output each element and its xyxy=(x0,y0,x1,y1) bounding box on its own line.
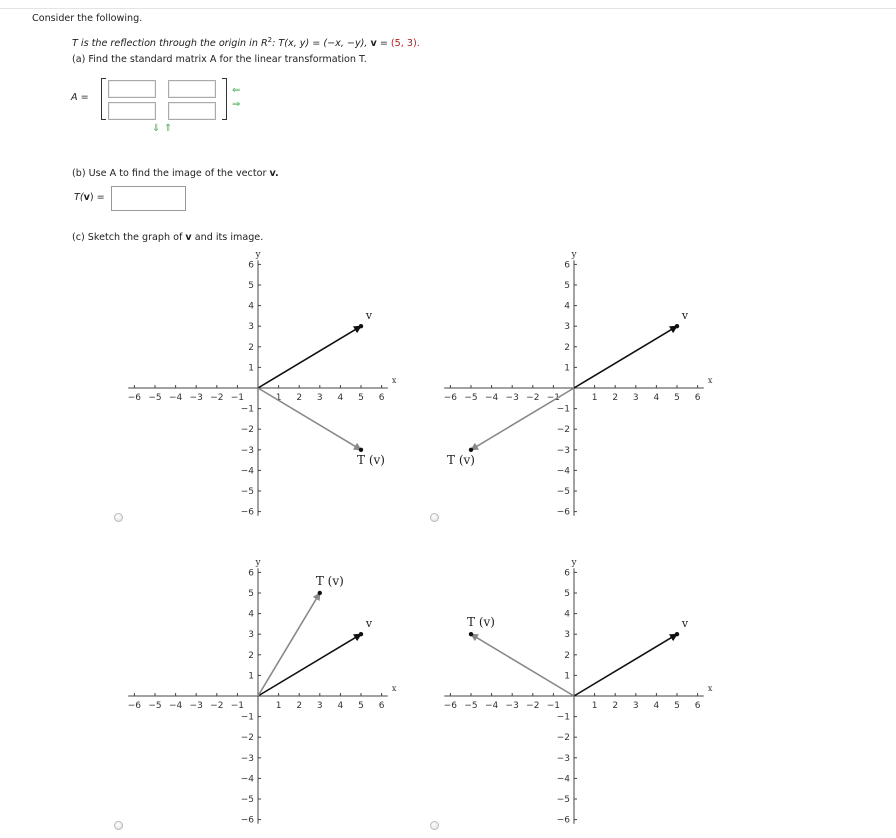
y-tick-label: −2 xyxy=(556,425,570,436)
y-tick-label: 2 xyxy=(564,650,570,661)
x-tick-label: 6 xyxy=(378,393,385,403)
radio-option-1[interactable] xyxy=(114,513,123,522)
y-tick-label: 4 xyxy=(248,301,254,312)
y-tick-label: 5 xyxy=(564,589,570,599)
y-tick-label: 5 xyxy=(248,281,254,291)
x-tick-label: 4 xyxy=(653,393,660,403)
y-tick-label: 4 xyxy=(564,301,570,312)
y-tick-label: −1 xyxy=(240,712,254,723)
image-tv-line xyxy=(258,388,361,450)
y-tick-label: 2 xyxy=(248,342,254,353)
space-exponent: 2 xyxy=(267,36,273,44)
y-tick-label: 5 xyxy=(248,589,254,599)
y-tick-label: 6 xyxy=(564,568,570,579)
x-tick-label: 1 xyxy=(275,393,282,403)
matrix-left-bracket xyxy=(101,78,106,120)
x-axis-label: x xyxy=(707,684,713,693)
y-tick-label: −3 xyxy=(556,753,570,764)
x-tick-label: −5 xyxy=(148,701,162,711)
top-divider xyxy=(0,8,896,9)
x-tick-label: −3 xyxy=(189,701,203,711)
x-tick-label: 6 xyxy=(694,701,701,711)
y-tick-label: 4 xyxy=(564,609,570,620)
vector-v-label: v xyxy=(681,617,689,631)
matrix-right-bracket xyxy=(222,78,227,120)
x-axis-label: x xyxy=(391,376,397,385)
x-tick-label: 1 xyxy=(591,701,598,711)
x-tick-label: −2 xyxy=(526,701,540,711)
y-axis-label: y xyxy=(571,558,577,569)
x-tick-label: 2 xyxy=(612,393,619,403)
y-tick-label: 2 xyxy=(564,342,570,353)
mapping-text: : T(x, y) = (−x, −y), xyxy=(272,38,368,50)
x-tick-label: 6 xyxy=(694,393,701,403)
matrix-label: A = xyxy=(71,92,89,103)
matrix-input-a22[interactable] xyxy=(168,102,216,120)
x-tick-label: −2 xyxy=(526,393,540,403)
y-tick-label: −2 xyxy=(240,733,254,744)
x-tick-label: −1 xyxy=(546,701,561,711)
vector-value: (5, 3). xyxy=(390,38,420,50)
part-a-text: (a) Find the standard matrix A for the linear transformation T. xyxy=(72,54,367,65)
x-tick-label: −1 xyxy=(230,701,245,711)
graph-option-3 xyxy=(110,548,410,838)
statement-prefix: T is the reflection through the origin in xyxy=(72,38,258,50)
x-tick-label: −5 xyxy=(464,393,478,403)
part-c-rest: and its image. xyxy=(194,232,264,243)
x-tick-label: −4 xyxy=(484,701,499,711)
y-tick-label: −3 xyxy=(240,445,254,456)
y-tick-label: −4 xyxy=(240,774,254,785)
space-symbol: R xyxy=(261,38,268,50)
y-tick-label: −4 xyxy=(556,466,570,477)
x-tick-label: 4 xyxy=(337,393,344,403)
y-tick-label: −5 xyxy=(240,487,254,497)
x-tick-label: 3 xyxy=(632,701,639,711)
y-tick-label: −3 xyxy=(240,753,254,764)
image-tv-point xyxy=(359,448,363,452)
image-tv-point xyxy=(469,632,473,636)
y-tick-label: 6 xyxy=(248,260,254,271)
y-tick-label: −6 xyxy=(556,507,570,518)
tv-label xyxy=(74,192,105,204)
x-axis-label: x xyxy=(707,376,713,385)
y-tick-label: 5 xyxy=(564,281,570,291)
x-tick-label: −6 xyxy=(127,393,142,403)
x-tick-label: 6 xyxy=(378,701,385,711)
vector-v-point xyxy=(675,632,679,636)
y-tick-label: −1 xyxy=(556,404,570,415)
y-tick-label: −6 xyxy=(240,815,254,826)
image-tv-label: T (v) xyxy=(467,615,495,630)
x-tick-label: −2 xyxy=(210,393,224,403)
vector-v-point xyxy=(675,324,679,328)
image-tv-line xyxy=(258,593,320,696)
part-b-text xyxy=(72,168,279,180)
y-tick-label: 1 xyxy=(564,363,570,374)
y-tick-label: 4 xyxy=(248,609,254,620)
x-tick-label: 2 xyxy=(296,393,303,403)
y-tick-label: 3 xyxy=(248,322,254,333)
x-tick-label: 3 xyxy=(316,701,323,711)
x-tick-label: 3 xyxy=(316,393,323,403)
y-tick-label: −1 xyxy=(240,404,254,415)
x-tick-label: −1 xyxy=(230,393,245,403)
image-tv-label: T (v) xyxy=(447,452,475,467)
y-tick-label: −5 xyxy=(240,795,254,805)
x-tick-label: −4 xyxy=(168,701,183,711)
x-tick-label: 4 xyxy=(337,701,344,711)
x-tick-label: 3 xyxy=(632,393,639,403)
matrix-input-a21[interactable] xyxy=(108,102,156,120)
y-tick-label: 6 xyxy=(248,568,254,579)
graph-option-2 xyxy=(426,240,726,530)
tv-label-t: T( xyxy=(74,192,84,203)
x-tick-label: 5 xyxy=(358,393,364,403)
x-tick-label: 5 xyxy=(358,701,364,711)
tv-answer-input[interactable] xyxy=(111,186,186,211)
y-tick-label: 3 xyxy=(564,630,570,641)
x-tick-label: −1 xyxy=(546,393,561,403)
vector-symbol: v xyxy=(370,38,377,50)
x-tick-label: 2 xyxy=(612,701,619,711)
y-tick-label: 1 xyxy=(248,671,254,682)
y-tick-label: 1 xyxy=(564,671,570,682)
image-tv-label: T (v) xyxy=(315,574,344,588)
x-tick-label: −6 xyxy=(443,393,458,403)
y-tick-label: 3 xyxy=(564,322,570,333)
remove-column-arrow-icon[interactable]: ⇒ xyxy=(232,99,241,110)
part-b-prefix: (b) Use A to find the image of the vector xyxy=(72,168,267,179)
image-tv-line xyxy=(471,634,574,696)
graph-option-4 xyxy=(426,548,726,838)
part-b-vector: v. xyxy=(269,168,279,179)
matrix-input-a12[interactable] xyxy=(168,80,216,98)
tv-label-end: ) = xyxy=(89,192,105,203)
x-tick-label: −5 xyxy=(148,393,162,403)
part-c-prefix: (c) Sketch the graph of xyxy=(72,232,183,243)
x-tick-label: 4 xyxy=(653,701,660,711)
vector-v-label: v xyxy=(365,309,373,323)
vector-v-line xyxy=(574,634,677,696)
y-tick-label: −2 xyxy=(556,733,570,744)
y-tick-label: −2 xyxy=(240,425,254,436)
y-tick-label: −6 xyxy=(240,507,254,518)
radio-option-3[interactable] xyxy=(114,821,123,830)
y-tick-label: −6 xyxy=(556,815,570,826)
x-tick-label: 1 xyxy=(591,393,598,403)
vector-v-label: v xyxy=(365,617,373,631)
add-row-arrow-icon[interactable]: ⇓ xyxy=(152,123,161,134)
matrix-input-a11[interactable] xyxy=(108,80,156,98)
y-tick-label: 3 xyxy=(248,630,254,641)
y-axis-label: y xyxy=(571,250,577,261)
vector-equals: = xyxy=(376,38,391,50)
x-tick-label: −6 xyxy=(443,701,458,711)
y-tick-label: 1 xyxy=(248,363,254,374)
y-tick-label: −4 xyxy=(556,774,570,785)
add-column-arrow-icon[interactable]: ⇐ xyxy=(232,85,241,96)
x-tick-label: 1 xyxy=(275,701,282,711)
y-tick-label: −5 xyxy=(556,795,570,805)
x-tick-label: −2 xyxy=(210,701,224,711)
x-tick-label: −4 xyxy=(168,393,183,403)
image-tv-point xyxy=(318,591,322,595)
x-tick-label: −5 xyxy=(464,701,478,711)
x-tick-label: 5 xyxy=(674,393,680,403)
image-tv-point xyxy=(469,448,473,452)
x-tick-label: −3 xyxy=(505,701,519,711)
problem-statement xyxy=(72,34,420,50)
tv-label-v: v xyxy=(83,192,90,203)
y-tick-label: −1 xyxy=(556,712,570,723)
y-tick-label: −5 xyxy=(556,487,570,497)
y-axis-label: y xyxy=(255,558,261,569)
radio-option-4[interactable] xyxy=(430,821,439,830)
vector-v-point xyxy=(359,632,363,636)
y-axis-label: y xyxy=(255,250,261,261)
x-tick-label: −3 xyxy=(189,393,203,403)
image-tv-label: T (v) xyxy=(357,452,385,467)
y-tick-label: −3 xyxy=(556,445,570,456)
radio-option-2[interactable] xyxy=(430,513,439,522)
y-tick-label: 2 xyxy=(248,650,254,661)
x-tick-label: −4 xyxy=(484,393,499,403)
vector-v-line xyxy=(258,634,361,696)
part-c-vector: v xyxy=(185,232,192,243)
vector-v-line xyxy=(258,326,361,388)
x-tick-label: −3 xyxy=(505,393,519,403)
vector-v-line xyxy=(574,326,677,388)
x-axis-label: x xyxy=(391,684,397,693)
y-tick-label: 6 xyxy=(564,260,570,271)
x-tick-label: −6 xyxy=(127,701,142,711)
vector-v-point xyxy=(359,324,363,328)
remove-row-arrow-icon[interactable]: ⇑ xyxy=(164,123,173,134)
graph-option-1 xyxy=(110,240,410,530)
x-tick-label: 2 xyxy=(296,701,303,711)
intro-text: Consider the following. xyxy=(32,13,143,24)
y-tick-label: −4 xyxy=(240,466,254,477)
vector-v-label: v xyxy=(681,309,689,323)
x-tick-label: 5 xyxy=(674,701,680,711)
